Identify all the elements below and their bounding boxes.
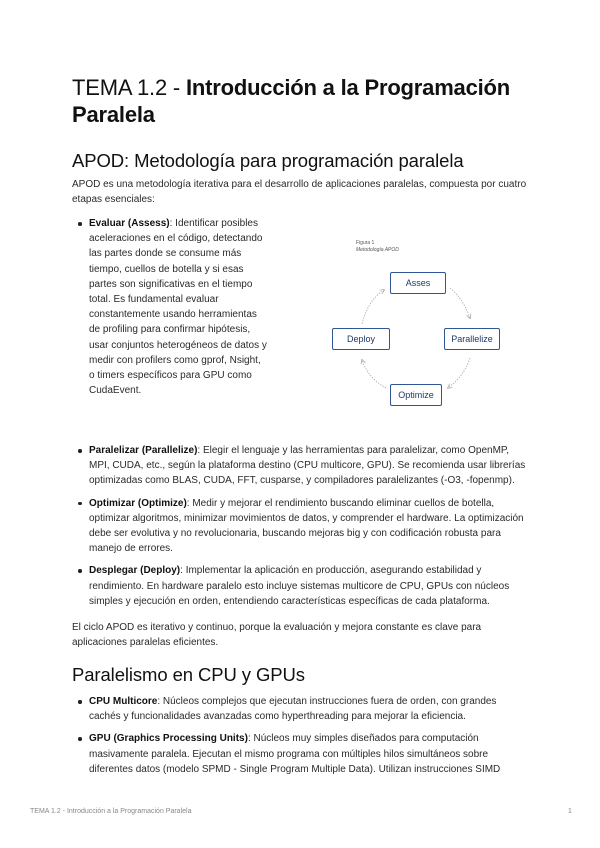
- arrow-optimize-to-deploy: [362, 360, 386, 388]
- arrow-assess-to-parallelize: [450, 288, 470, 318]
- section-outro: El ciclo APOD es iterativo y continuo, porque la evaluación y mejora constante es clave para aplicaciones paralelas eficientes.: [72, 622, 482, 649]
- item-term: Optimizar (Optimize): [89, 497, 187, 509]
- footer-text: TEMA 1.2 - Introducción a la Programación Paralela: [30, 808, 192, 815]
- item-text: : Núcleos complejos que ejecutan instrucciones fuera de orden, con grandes cachés y funcionalidades avanzadas como hyperthreading para mejorar la eficiencia.: [89, 696, 497, 723]
- node-optimize: Optimize: [390, 384, 442, 406]
- item-text: : Núcleos muy simples diseñados para computación masivamente paralela. Ejecutan el mismo programa con múltiples hilos simultáneos sobre diferentes datos (modelo SPMD - Single Program Multiple Data). Utilizan instrucciones SIMD: [89, 733, 501, 775]
- node-assess: Asses: [390, 272, 446, 294]
- cpu-gpu-list: [72, 694, 530, 784]
- list-item-optimize: [72, 496, 530, 557]
- list-item-gpu: [72, 731, 530, 777]
- apod-figure: [326, 236, 506, 411]
- item-text: : Elegir el lenguaje y las herramientas para paralelizar, como OpenMP, MPI, CUDA, etc., según la plataforma destino (CPU multicore, GPU). Se recomienda usar librerías optimizadas como BLAS, CUDA, FFT, cusparse, y compiladores paralelizantes (-O3, -fopenmp).: [89, 445, 526, 487]
- item-text: : Implementar la aplicación en producción, asegurando estabilidad y rendimiento. En hardware paralelo esto incluye sistemas multicore de CPU, GPUs con núcleos simples y ejecución en orden, entendiendo características específicas de cada plataforma.: [89, 565, 510, 607]
- title-prefix: TEMA 1.2 -: [72, 75, 186, 100]
- page-number: 1: [568, 808, 572, 815]
- page-title: [72, 74, 532, 128]
- node-parallelize: Parallelize: [444, 328, 500, 350]
- figure-label: Figura 1: [356, 240, 375, 246]
- item-text: : Medir y mejorar el rendimiento buscando eliminar cuellos de botella, optimizar algoritmos, minimizar movimientos de datos, y comprender el hardware. La optimización debe ser evolutiva y no revolucionaria, buscando mejoras big y con codificación robusta para manejo de errores.: [89, 497, 524, 555]
- cycle-arrows: [326, 236, 506, 411]
- node-deploy: Deploy: [332, 328, 390, 350]
- list-item-deploy: [72, 563, 530, 609]
- section-heading-cpu-gpu: Paralelismo en CPU y GPUs: [72, 664, 305, 685]
- arrow-parallelize-to-optimize: [448, 358, 470, 388]
- section-heading-apod: APOD: Metodología para programación paralela: [72, 150, 464, 171]
- item-term: Evaluar (Assess): [89, 218, 170, 229]
- item-term: Paralelizar (Parallelize): [89, 445, 198, 456]
- item-term: GPU (Graphics Processing Units): [89, 733, 248, 745]
- figure-caption: Metodología APOD: [356, 247, 399, 253]
- item-term: CPU Multicore: [89, 696, 158, 707]
- list-item-assess: [72, 216, 268, 398]
- apod-list-part1: [72, 216, 268, 398]
- item-term: Desplegar (Deploy): [89, 565, 181, 577]
- section-intro: APOD es una metodología iterativa para el desarrollo de aplicaciones paralelas, compuesta por cuatro etapas esenciales:: [72, 179, 527, 206]
- arrow-deploy-to-assess: [362, 290, 384, 324]
- title-bold: Introducción a la Programación Paralela: [72, 75, 511, 127]
- item-text: : Identificar posibles aceleraciones en el código, detectando las partes donde se consume más tiempo, cuellos de botella y si esas partes son significativas en el tiempo total. Es fundamental evaluar constantemente usando herramientas de profiling para confirmar hipótesis, usar conjuntos heterogéneos de datos y medir con profilers como gprof, Nsight, o timers específicos para GPU como CudaEvent.: [89, 218, 267, 397]
- list-item-cpu: [72, 694, 530, 724]
- list-item-parallelize: [72, 443, 530, 489]
- apod-list-part2: [72, 443, 530, 616]
